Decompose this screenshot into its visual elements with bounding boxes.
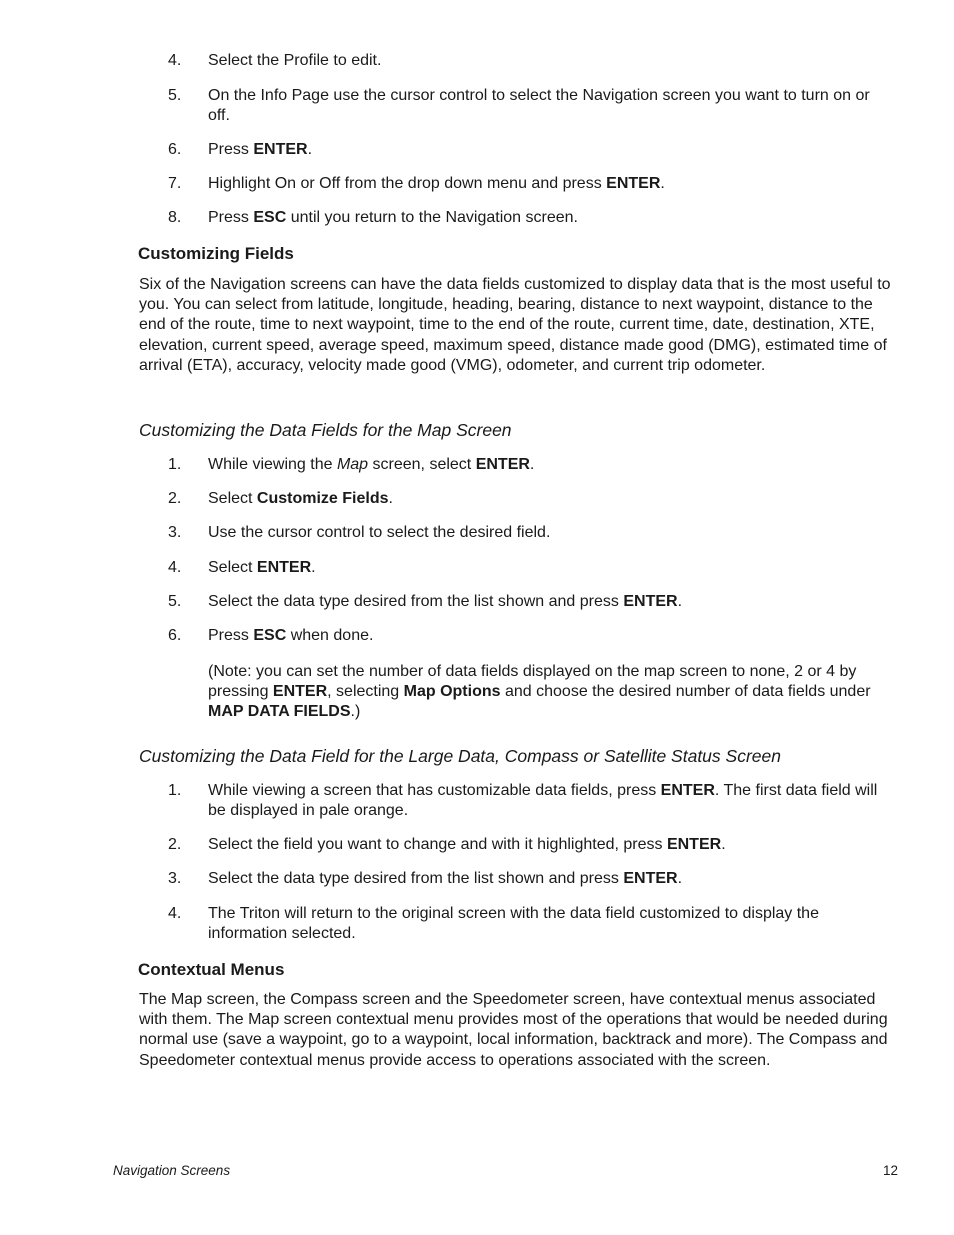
item-text: Press ESC when done.: [208, 627, 374, 644]
item-text: Select the data type desired from the list shown and press ENTER.: [208, 593, 683, 610]
body-paragraph: The Map screen, the Compass screen and the Speedometer screen, have contextual menus associated with them. The Map screen contextual menu provides most of the operations that would be needed during normal use (save a waypoint, go to a waypoint, local information, backtrack and more). The Compass and Speedometer contextual menus provide access to operations associated with the screen.: [139, 991, 888, 1069]
list-item: [168, 174, 894, 194]
note-paragraph: (Note: you can set the number of data fields displayed on the map screen to none, 2 or 4 by pressing ENTER, selecting Map Options and choose the desired number of data fields under MAP DATA FIELDS.): [208, 663, 871, 720]
item-text: Press ESC until you return to the Navigation screen.: [208, 209, 578, 226]
item-number: 7.: [168, 175, 182, 192]
item-text: Select ENTER.: [208, 559, 316, 576]
item-number: 6.: [168, 141, 182, 158]
list-item: [168, 455, 894, 475]
item-number: 5.: [168, 87, 182, 104]
item-number: 2.: [168, 490, 182, 507]
footer-section-title: Navigation Screens: [113, 1163, 231, 1178]
list-item: [168, 904, 894, 944]
list-item: [168, 86, 894, 126]
list-item: [168, 835, 894, 855]
list-item: [168, 523, 894, 543]
item-number: 1.: [168, 782, 182, 799]
subsection-heading: Customizing the Data Fields for the Map Screen: [139, 420, 512, 440]
list-item: [168, 558, 894, 578]
item-number: 6.: [168, 627, 182, 644]
item-number: 8.: [168, 209, 182, 226]
item-number: 1.: [168, 456, 182, 473]
item-text: Press ENTER.: [208, 141, 313, 158]
item-text: The Triton will return to the original screen with the data field customized to display the information selected.: [208, 905, 819, 942]
item-text: On the Info Page use the cursor control to select the Navigation screen you want to turn on or off.: [208, 87, 870, 124]
item-text: While viewing a screen that has customizable data fields, press ENTER. The first data field will be displayed in pale orange.: [208, 782, 878, 819]
page-number: 12: [882, 1163, 898, 1178]
item-text: While viewing the Map screen, select ENTER.: [208, 456, 535, 473]
section-heading: Contextual Menus: [138, 960, 285, 979]
item-number: 3.: [168, 870, 182, 887]
item-text: Highlight On or Off from the drop down menu and press ENTER.: [208, 175, 665, 192]
item-number: 4.: [168, 559, 182, 576]
subsection-heading: Customizing the Data Field for the Large Data, Compass or Satellite Status Screen: [139, 746, 781, 766]
list-item: [168, 489, 894, 509]
item-number: 5.: [168, 593, 182, 610]
item-text: Use the cursor control to select the desired field.: [208, 524, 551, 541]
item-number: 2.: [168, 836, 182, 853]
item-number: 4.: [168, 905, 182, 922]
item-text: Select Customize Fields.: [208, 490, 393, 507]
section-heading: Customizing Fields: [138, 244, 294, 263]
list-item: [168, 208, 894, 228]
item-text: Select the data type desired from the list shown and press ENTER.: [208, 870, 683, 887]
item-number: 3.: [168, 524, 182, 541]
item-text: Select the field you want to change and with it highlighted, press ENTER.: [208, 836, 726, 853]
list-item: [168, 781, 894, 821]
body-paragraph: Six of the Navigation screens can have the data fields customized to display data that is the most useful to you. You can select from latitude, longitude, heading, bearing, distance to next waypoint, distance to the end of the route, time to next waypoint, time to the end of the route, current time, date, destination, XTE, elevation, current speed, average speed, maximum speed, distance made good (DMG), estimated time of arrival (ETA), accuracy, velocity made good (VMG), odometer, and current trip odometer.: [139, 276, 891, 374]
item-number: 4.: [168, 52, 182, 69]
list-item: [168, 869, 894, 889]
list-item: [168, 140, 894, 160]
list-item: [168, 51, 894, 71]
list-item: [168, 592, 894, 612]
item-text: Select the Profile to edit.: [208, 52, 382, 69]
list-item: [168, 626, 894, 646]
